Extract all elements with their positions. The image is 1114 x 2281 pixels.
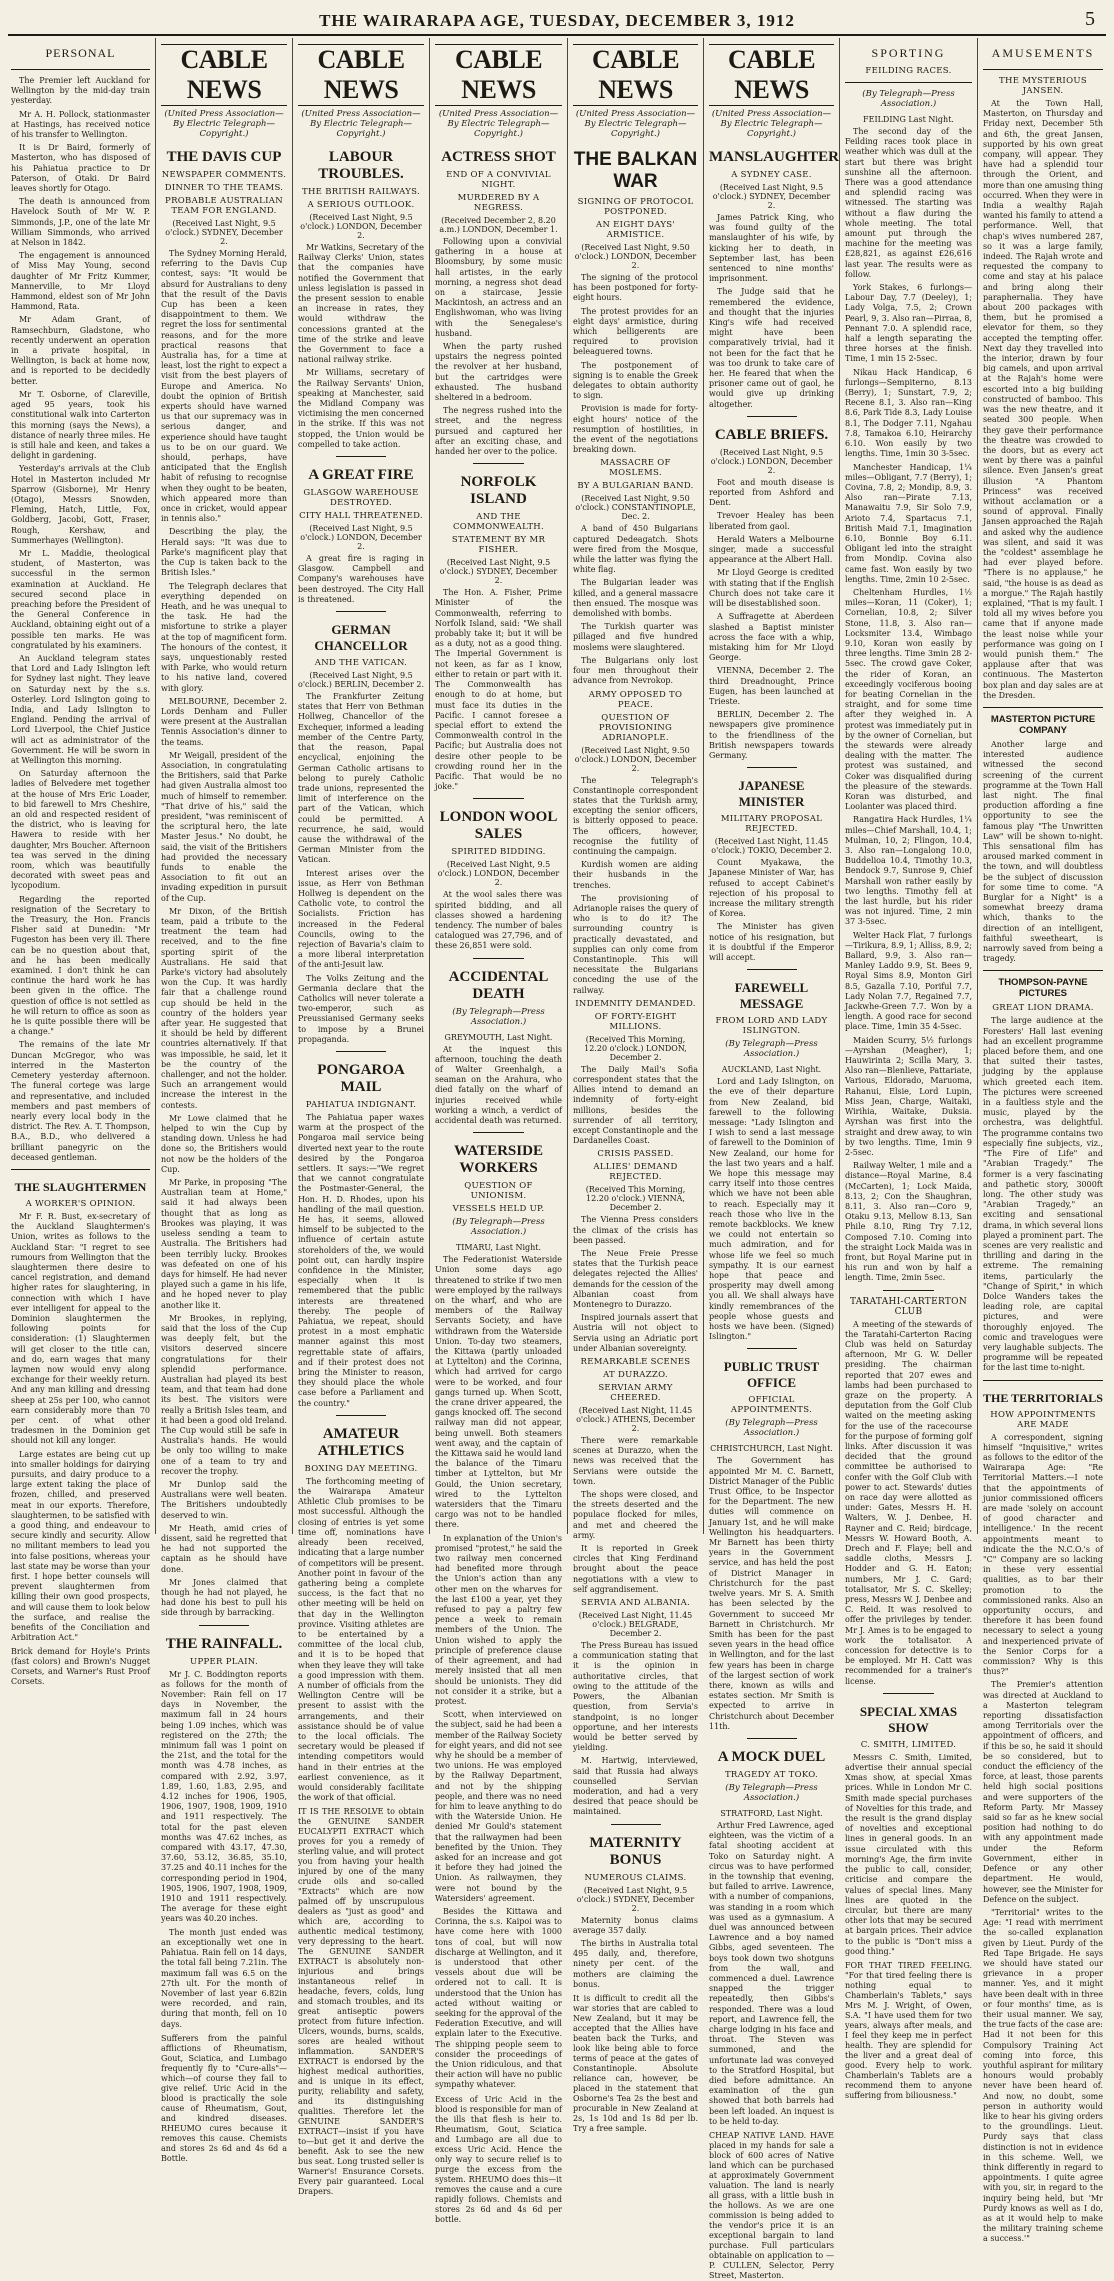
dateline: (Received Last Night, 9.5 o'clock.) BERLIN, December 2. (298, 671, 424, 690)
article-paragraph: The postponement of signing is to enable the Greek delegates to obtain authority to sign. (573, 360, 698, 401)
dateline: TIMARU, Last Night. (455, 1243, 542, 1253)
article-paragraph: "Territorial" writes to the Age: "I read with merriment the so-called explanation given by Lieut. Purdy of the Red Tape Brigade. He says we should have stated our grievance in a proper manner. Yes, and it might have been dealt with in three or four months' time, as is their usual manner. We say, the true facts of the case are: Had it not been for this Compulsory Training Act coming into force, this youthful aspirant for military honours would probably never have been heard of. And now, no doubt, some person in authority would like to hear his giving orders to the groundlings. Lieut. Purdy says that class distinction is not in evidence in this scheme. Well, we think differently in regard to appointments. I quite agree with you, sir, in regard to the inquiry being held, but 'Mr Purdy knows as well as I do, as at it would help to make the military training scheme a success.'" (983, 1907, 1103, 2244)
article-paragraph: Mr Lowe claimed that he helped to win the Cup by standing down. Unless he had done so, the Britishers would not now be the holders of the Cup. (161, 1113, 287, 1174)
article-paragraph: Maternity bonus claims average 357 daily. (573, 1915, 698, 1935)
norfolk-paragraphs (435, 588, 562, 792)
article-paragraph: BERLIN, December 2. The newspapers give prominence to the friendliness of the British newspapers towards Germany. (709, 710, 834, 760)
picture-company-paragraphs (983, 740, 1103, 964)
divider (199, 1625, 249, 1626)
subheading: DINNER TO THE TEAMS. (164, 183, 284, 193)
rainfall-paragraphs (161, 1670, 287, 2030)
article-paragraph: Maiden Scurry, 5½ furlongs—Ayrshan (Meagher), 1; Hauwirinta 2; Scilla Mary, 3. Also ran—Blenlieve, Pattariate, Various, Eldorado, Maruoma, Rahanui, Elsie, Lord Lupin, Miss Jean, Charge, Waitaki, Wirihia, Waitake, Duksia. Ayrshan was first into the straight and drew away, to win by two lengths. Time, 1min 9 2-5sec. (845, 1035, 972, 1157)
article-paragraph: The Vienna Press considers the climax of the crisis has been passed. (573, 1215, 698, 1245)
subheading: MASSACRE OF MOSLEMS. (600, 458, 671, 479)
article-paragraph: Mr Dixon, of the British team, paid a tribute to the treatment the team had received, and to the fine sporting spirit of the Australians. He said that Parke's victory had absolutely won the Cup. It was hardly fair that a challenge round cup should be held in the country of the holders year after year. He suggested that it should be held by different countries alternatively. If that was impossible, he said, let it be the country of the challenger, and not the holder. Such an arrangement would increase the interest in the contests. (161, 906, 287, 1110)
mock-duel-heading: A MOCK DUEL (717, 1748, 826, 1765)
subheading: CITY HALL THREATENED. (299, 511, 423, 522)
article-paragraph: It is reported in Greek circles that King Ferdinand brought about the peace negotiations with a view to self aggrandisement. (573, 1544, 698, 1594)
article-paragraph: Mr Watkins, Secretary of the Railway Clerks' Union, states that the companies have notified the Government that unless legislation is passed in the present session to enable an increase in rates, they would withdraw the concessions granted at the time of the strike and leave the Government to face a national railway strike. (298, 243, 424, 365)
article-paragraph: The Neue Freie Presse states that the Turkish peace delegates rejected the Allies' demands for the cession of the Albanian coast from Montenegro to Durazzo. (573, 1249, 698, 1310)
subheading: HOW APPOINTMENTS ARE MADE (990, 1409, 1096, 1430)
column-amusements (978, 38, 1108, 2244)
press-credit: (By Telegraph—Press Association.) (452, 1006, 545, 1027)
thompson-paragraphs (983, 1016, 1103, 1373)
subheading: ALLIES' DEMAND REJECTED. (593, 1162, 678, 1183)
labour-troubles-heading: LABOUR TROUBLES. (318, 149, 404, 182)
subheading: UPPER PLAIN. (190, 1656, 258, 1667)
subheading: SIGNING OF PROTOCOL POSTPONED. (577, 197, 694, 217)
article-paragraph: Interest arises over the issue, as Herr von Bethman Hollweg is dependent on the Catholic vote, to control the Socialists. Friction has increased in the Federal Councils, owing to the rejection of Bavaria's claim to a more liberal interpretation of the anti-Jesuit law. (298, 868, 424, 970)
dateline: GREYMOUTH, Last Night. (444, 1032, 553, 1042)
cable-news-header: CABLE NEWS (435, 44, 562, 106)
article-paragraph: Mr Williams, secretary of the Railway Servants' Union, speaking at Manchester, said the Midland Company was victimising the men concerned in the strike. If this was not stopped, the Union would be compelled to take action. (298, 368, 424, 449)
thompson-payne-heading: THOMPSON-PAYNE PICTURES (998, 977, 1088, 1000)
article-paragraph: Manchester Handicap, 1¼ miles—Obligant, 7.7 (Berry), 1; Covina, 7.8, 2; Mondip, 8.9, 3. Also ran—Pirate 7.13, Manawaitu 7.9, Sir Solo 7.9, Arioto 7.4, Spartacus 7.1, British Maid 7.1, Imagination 6.10, Bonnie Boy 6.11. Obligant led into the straight from Mondip. Covina also came fast. Won easily by two lengths. Time, 2min 10 2-5sec. (845, 462, 972, 584)
sporting-heading: SPORTING (871, 46, 946, 60)
masthead-rule (8, 34, 1106, 36)
picture-company-heading: MASTERTON PICTURE COMPANY (990, 713, 1096, 736)
article-paragraph: Mr J. C. Boddington reports as follows for the month of November: Rain fell on 17 days in November, the maximum fall in 24 hours being 1.09 inches, which was registered on the 27th; the minimum fall was 1 point on the 21st, and the total for the month was 4.78 inches, as compared with 2.92, 3.97, 1.89, 1.60, 1.83, 2.95, and 4.12 inches for 1906, 1905, 1906, 1907, 1908, 1909, 1910 and 1911 respectively. The total for the past eleven months was 47.62 inches, as compared with 43.17, 47.30, 37.60, 53.12, 36.85, 35.10, 37.25 and 40.11 inches for the corresponding period in 1904, 1905, 1906, 1907, 1908, 1909, 1910 and 1911 respectively. The average for these eight years was 40.20 inches. (161, 1669, 287, 1924)
press-credit: (United Press Association—By Electric Telegraph—Copyright.) (711, 109, 832, 139)
article-paragraph: Cheltenham Hurdles, 1½ miles—Koran, 11 (Coker), 1; Cornelian, 10.8, 2; Silver Stone, 11.8, 3. Also ran—Locksmiter 13.4, Wimbago 9.10, Koran won easily by three lengths. Time 3min 28 2-5sec. The crowd gave Coker, the rider of Koran, an exceedingly vociferous booing for beating Cornelian in the straight, and for some time after they weighed in. A protest was immediately put in by the owner of Cornelian, but the stewards were already dealing with the matter. The protest was sustained, and Coker was disqualified during the pleasure of the stewards. Koran was disturbed, and Loolanter was placed third. (845, 587, 972, 812)
article-paragraph: On Saturday afternoon the ladies of Belvedere met together at the house of Mrs Eric Loader, to bid farewell to Mrs Cheshire, an old and respected resident of the district, who is leaving for Hawera to reside with her daughter, Mrs Boucher. Afternoon tea was served in the dining room, which was beautifully decorated with sweet peas and lycopodium. (11, 769, 150, 891)
maternity-bonus-heading: MATERNITY BONUS (589, 1834, 682, 1868)
article-paragraph: The Federationist Waterside Union some days ago threatened to strike if two men were employed by the railways on the wharf, and who are members of the Railway Servants Society, and have withdrawn from the Waterside Union. To-day two steamers, the Kittawa (partly unloaded at Lyttelton) and the Corinna, which had arrived for cargo were to be worked, and four gangs turned up. When Scott, the crane driver appeared, the gangs knocked off. The second railway man did not appear, being unwell. Both steamers went away, and the captain of the Kittawa said he would land the balance of the Timaru timber at Lyttelton, but Mr Gould, the Union secretary, wired to the Lyttelton watersiders that the Timaru cargo was not to be handled there. (435, 1255, 562, 1530)
cable-news-header: CABLE NEWS (161, 44, 287, 106)
rainfall-heading: THE RAINFALL. (165, 1635, 283, 1652)
article-paragraph: Welter Hack Flat, 7 furlongs—Tirikura, 8.9, 1; Alliss, 8.9, 2; Ballard, 9.9, 3. Also ran—Manley Laddo 9.9, St. Bees 9, Royal Sims 8.9, Monton Girl 8.5, Gazalla 7.10, Poriful 7.7, Lady Nolan 7.7, Regained 7.7, Jackwhe-Green 7.7. Won by a length. A good race for second place. Time, 1min 35 4-5sec. (845, 930, 972, 1032)
article-paragraph: Foot and mouth disease is reported from Ashford and Dent. (709, 477, 834, 508)
corsets-advert: Brick demand for Hoyle's Prints (fast colors) and Brown's Nugget Corsets, and Warner's Rust Proof Corsets. (11, 1647, 150, 1687)
article-paragraph: Mr Brookes, in replying, said that the loss of the Cup was deeply felt, but the visitors deserved sincere congratulations for their splendid performance. Australian had played its best team, and that team had done its best. The visitors were really a British Isles team, and it had been a good old Ireland. The Cup would still be safe in Australia's hands. He would be only too willing to make one of a team to try and recover the trophy. (161, 1313, 287, 1476)
subheading: AT DURAZZO. (603, 1370, 668, 1381)
divider (983, 69, 1103, 70)
jansen-paragraphs (983, 99, 1103, 701)
article-paragraph: Mr Adam Grant, of Ramsechburn, Gladstone, who recently underwent an operation in a private hospital, in Wellington, is back at home now, and is reported to be decidedly better. (11, 315, 150, 386)
divider (473, 958, 524, 959)
dateline: FEILDING Last Night. (863, 115, 954, 124)
norfolk-island-heading: NORFOLK ISLAND (460, 474, 537, 508)
divider (336, 611, 386, 612)
divider (336, 1415, 386, 1416)
article-paragraph: Arthur Fred Lawrence, aged eighteen, was the victim of a fatal shooting accident at Toko on Saturday night. A circus was to have performed in the township that evening, but failed to arrive. Lawrence, with a number of companions, was standing in a room which was used as a gymnasium. A duel was announced between Lawrence and a boy named Gibbs, aged seventeen. The boys took down two shotguns from the wall, and commenced a duel. Lawrence snapped the trigger repeatedly, then Gibbs's responded. There was a loud report, and Lawrence fell, the charge lodging in his face and throat. The Steven was summoned, and the unfortunate lad was conveyed to the Stratford Hospital, but died before admittance. An examination of the gun showed that both barrels had been left loaded. An inquest is to be held to-day. (709, 1820, 834, 2126)
farewell-message-heading: FAREWELL MESSAGE (734, 980, 809, 1012)
article-paragraph: The negress rushed into the street, and the negress pursued and captured her after an exciting chase, and handed her over to the police. (435, 406, 562, 457)
subheading: VESSELS HELD UP. (452, 1204, 545, 1215)
article-paragraph: The shops were closed, and the streets deserted and the populace flocked for miles, and met and cheered the army. (573, 1490, 698, 1540)
personal-heading: PERSONAL (45, 46, 116, 60)
article-paragraph: The second day of the Feilding races took place in weather which was dull at the start but there was bright sunshine all the afternoon. There was a good attendance and splendid racing was witnessed. The starting was without a flaw during the whole meeting. The total amount put through the machine for the meeting was £28,821, as against £26,616 last year. The results were as follow. (845, 127, 972, 279)
article-paragraph: Mr L. Maddie, theological student, of Masterton, was successful in the sermon examination at Auckland. He secured second place in preaching before the President of the General Conference in Auckland, obtaining eight out of a possible ten marks. He was congratulated by his examiners. (11, 548, 150, 650)
sander-extract-advert: IT IS THE RESOLVE to obtain the GENUINE SANDER EUCALYPTI EXTRACT which proves for you a remedy of sterling value, and will protect you from having your health injured by one of the many crude oils and so-called "Extracts" which are now palmed off by unscrupulous dealers as "just as good" and which are, according to authentic medical testimony, very depressing to the heart. The GENUINE SANDER EXTRACT is absolutely non-injurious and brings instantaneous relief in headache, fevers, colds, lung and stomach troubles, and its great antiseptic powers protect from future infection. Ulcers, wounds, burns, scalds, sores are healed without inflammation. SANDER'S EXTRACT is endorsed by the highest medical authorities, and is unique in its effect, purity, reliability and safety, and its distinguishing qualities. Therefore let the GENUINE SANDER'S EXTRACT—insist if you have to—but get it and derive the benefit. Ask to see the new bus seat. Long trusted seller is Warner's! Ensurance Corsets. Every pair guaranteed. Local Drapers. (298, 1807, 424, 2197)
divider (473, 798, 524, 799)
dateline: (Received Last Night, 9.5 o'clock.) SYDNEY, December 2. (165, 219, 283, 246)
actress-shot-heading: ACTRESS SHOT (441, 149, 556, 165)
cable-news-header: CABLE NEWS (573, 44, 698, 106)
article-paragraph: Regarding the reported resignation of the Secretary to the Treasury, the Hon. Francis Fisher said at Dunedin: "Mr Fugeston has been very ill. There can be no question about that, and he has been medically examined. I don't think he can continue the hard work he has been given in the office. The question of office is not settled as he will return to office as soon as he is quite possible there will be a change." (11, 894, 150, 1037)
dateline: (Received Last Night, 11.45 o'clock.) TOKIO, December 2. (711, 837, 832, 856)
dateline: CHRISTCHURCH, Last Night. (710, 1444, 833, 1454)
article-paragraph: At the wool sales there was spirited bidding, and all classes showed a hardening tendency. The number of bales catalogued was 27,796, and of these 26,851 were sold. (435, 890, 562, 951)
subheading: SPIRITED BIDDING. (451, 847, 546, 858)
servia-paragraphs (573, 1641, 698, 1817)
cable-news-header: CABLE NEWS (709, 44, 834, 106)
subheading: A SYDNEY CASE. (731, 170, 812, 180)
crisis-paragraphs (573, 1215, 698, 1354)
article-paragraph: Yesterday's arrivals at the Club Hotel in Masterton included Mr Sparrow (Gisborne), Mr Henry (Otago), Messrs Snowden, Fleming, Hatch, Little, Fox, Goldberg, Jacobi, Gott, Fraser, Rough, Kershaw, and Summerhayes (Wellington). (11, 464, 150, 545)
dateline: (Received Last Night, 9.50 o'clock.) LONDON, December 2. (574, 745, 697, 773)
chancellor-paragraphs (298, 692, 424, 1045)
press-credit: (United Press Association—By Electric Telegraph—Copyright.) (575, 109, 696, 139)
subheading: A SERIOUS OUTLOOK. (307, 200, 415, 210)
indemnity-paragraphs (573, 1065, 698, 1147)
waterside-workers-heading: WATERSIDE WORKERS (454, 1143, 543, 1177)
trust-paragraphs (709, 1456, 834, 1731)
masthead-title: THE WAIRARAPA AGE, TUESDAY, DECEMBER 3, 1912 (319, 11, 795, 30)
subheading: BY A BULGARIAN BAND. (577, 481, 694, 492)
article-paragraph: Mr T. Osborne, of Clareville, aged 95 years, took his constitutional walk into Carterton this morning (says the News), a distance of nearly three miles. He is still hale and keen, and takes a delight in gardening. (11, 389, 150, 461)
article-paragraph: At the Town Hall, Masterton, on Thursday and Friday next, December 5th and 6th, the great Jansen, supported by his own great company, will appear. They have had a splendid tour through the Orient, and more than one amusing thing occurred. When they were in India a wealthy Rajah wanted his family to attend a performance. Well, that chap's wives numbered 287, so it was a large family, indeed. The Rajah wrote and requested the company to come and stay at his palace and bring along their paraphernalia. They have about 200 packages with them, but he promised a elevator for them, so they accepted the tempting offer. Next day they travelled into the interior, drawn by four big camels, and upon arrival at the Rajah's home were escorted into a big building constructed of bamboo. This was the new theatre, and it seated 300 people. When they gave their performance the theatre was crowded to the doors, but as every act went by there was a painful silence. Even Jansen's great illusion "A Phantom Princess" was received without acclamation or a sound of approval. Finally Jansen approached the Rajah and asked why the audience was silent, and said it was the "coldest" assemblage he had ever played before. "There is no applause," he said, "the house is as dead as a morgue." The Rajah hastily explained, "That is my fault. I told all my wives before you came that if anyone made the least noise while your performance was going on I would punish them." The applause after that was continuous. The Masterton box plan and day sales are at the Dresden. (983, 99, 1103, 700)
article-paragraph: Besides the Kittawa and Corinna, the s.s. Kaipoi was to have come here with 1000 tons of coal, but will now discharge at Wellington, and it is understood that other vessels about due will be ordered not to call. It is understood that the Union has acted without waiting or seeking for the approval of the Federation Executive, and will explain later to the Executive. The shipping people seem to consider the proceedings of the Union ridiculous, and that their action will have no public sympathy whatever. (435, 1906, 562, 2090)
press-credit: (United Press Association—By Electric Telegraph—Copyright.) (438, 109, 559, 139)
article-paragraph: The engagement is announced of Miss May Young, second daughter of Mr Fritz Kummer, Mannerville, to Mr Lloyd Hammond, eldest son of Mr John Hammond, Rata. (11, 251, 150, 312)
divider (747, 767, 797, 768)
subheading: ARMY OPPOSED TO PEACE. (588, 689, 683, 710)
divider (883, 1693, 934, 1694)
article-paragraph: An Auckland telegram states that Lord and Lady Islington left for Sydney last night. They leave on Saturday next by the s.s. Osterley. Lord Islington going to India, and Lady Islington to England. Pending the arrival of Lord Liverpool, the Chief Justice will act as administrator of the Government. He will be sworn in at Wellington this morning. (11, 653, 150, 765)
article-paragraph: Mr Jones claimed that though he had not played, he had done his best to pull his side through by barracking. (161, 1577, 287, 1618)
article-paragraph: The death is announced from Havelock South of Mr W. P. Simmonds, J.P., one of the late Mr William Simmonds, who arrived at Nelson in 1842. (11, 197, 150, 248)
duel-paragraphs (709, 1821, 834, 2127)
press-credit: (United Press Association— By Electric Telegraph—Copyright.) (164, 109, 284, 139)
balkan-war-heading: THE BALKAN WAR (573, 149, 698, 192)
subheading: GLASGOW WAREHOUSE DESTROYED. (303, 488, 419, 509)
article-paragraph: Inspired journals assert that Austria will not object to Servia using an Adriatic port under Albanian sovereignty. (573, 1313, 698, 1353)
personal-paragraphs (11, 76, 150, 1163)
article-paragraph: Messrs C. Smith, Limited, advertise their annual special Xmas show, at special Xmas prices. While in London Mr C. Smith made special purchases of Novelties for this trade, and the result is the grand display of novelties and exceptional lines in general goods. In an issue circulated with this morning's Age, the firm invite the public to call, consider, criticise and compare the values of special lines. Many lines are quoted in the circular, but there are many other lots that may be secured at bargain prices. Their advice to the public is "Don't miss a good thing." (845, 1752, 972, 1956)
subheading: CRISIS PASSED. (597, 1149, 674, 1160)
subheading: MILITARY PROPOSAL REJECTED. (720, 814, 823, 835)
divider (845, 82, 972, 83)
balkan-paragraphs (573, 273, 698, 455)
waterside-paragraphs (435, 1255, 562, 2090)
article-paragraph: The month just ended was an exceptionally wet one in Pahiatua. Rain fell on 14 days, the total fall being 7.21in. The maximum fall was 6.5 on the 27th ult. For the month of November of last year 6.82in were recorded, and rain, during that month, fell on 10 days. (161, 1927, 287, 2029)
subheading: OFFICIAL APPOINTMENTS. (730, 1395, 813, 1416)
subheading: FEILDING RACES. (865, 66, 952, 76)
article-paragraph: The Government has appointed Mr M. C. Barnett, District Manager of the Public Trust Office, to be Inspector for the Department. The new duties will commence on January 1st, and he will make Wellington his headquarters. Mr Barnett has been thirty years in the Government service, and has held the post of District Manager in Christchurch for the past twelve years. Mr S. A. Smith has been selected by the Government to succeed Mr Barnett in Christchurch. Mr Smith has been for the past seven years in the head office in Wellington, and for the last few years has been in charge of the largest section of work there, known as wills and estates section. Mr Smith is expected to arrive in Christchurch about December 11th. (709, 1456, 834, 1731)
japan-paragraphs (709, 858, 834, 963)
racing-paragraphs (845, 127, 972, 1284)
cable-news-header: CABLE NEWS (298, 44, 424, 106)
article-paragraph: The Premier's attention was directed at Auckland to a Masterton telegram reporting dissatisfaction among Territorials over the appointment of officers, and if this be so, he said it should be so considered, but to conduct the efficiency of the force, at least, those parents held high social positions and were supporters of the Reform Party. Mr Massey said so far as he knew social position had nothing to do with any appointment made under the Reform Government, either in Defence or any other department. He would, however, see the Minister for Defence on the subject. (983, 1680, 1103, 1904)
article-paragraph: Mr Weigall, president of the Association, in congratulating the Britishers, said that Parke had given Australia almost too much of himself to remember. "That drive of his," said the president, "was reminiscent of the scriptural hero, the late Master Jesus." No doubt, he said, the visit of the Britishers had provided the necessary funds to enable the Association to fit out an invading expedition in pursuit of the Cup. (161, 750, 287, 903)
article-paragraph: The Frankfurter Zeitung states that Herr von Bethman Hollweg, Chancellor of the Exchequer, informed a leading member of the Centre Party, that the reason, Papal encyclical, enjoining the German Catholic artisans to belong to purely Catholic trade unions, represented the limit of interference on the part of the Vatican, which could be permitted. A recurrence, he said, would cause the withdrawal of the German Minister from the Vatican. (298, 692, 424, 865)
slaughtermen-paragraphs (11, 1212, 150, 1644)
article-paragraph: Count Myakawa, the Japanese Minister of War, has refused to accept Cabinet's rejection of his proposal to increase the military strength of Korea. (709, 858, 834, 919)
article-paragraph: Mr Heath, amid cries of dissent, said he regretted that he had not supported the captain as he should have done. (161, 1523, 287, 1574)
column-manslaughter (704, 38, 840, 2281)
rheumo-advert: Sufferers from the painful afflictions of Rheumatism, Gout, Sciatica, and Lumbago frequently fly to "Cure-alls"—which—of course they fail to give relief. Uric Acid in the blood is practically the sole cause of Rheumatism, Gout, and kindred diseases. RHEUMO cures because it removes this cause. Chemists and stores 2s 6d and 4s 6d a Bottle. (161, 2033, 287, 2163)
column-actress (430, 38, 568, 2224)
actress-paragraphs (435, 237, 562, 457)
article-paragraph: The Bulgarian leader was killed, and a general massacre then ensued. The mosque was demolished with bombs. (573, 578, 698, 619)
divider (747, 969, 797, 970)
divider (747, 1348, 797, 1349)
article-paragraph: The Bulgarians only lost four men throughout their advance from Nevrokop. (573, 655, 698, 686)
article-paragraph: Large estates are being cut up into smaller holdings for dairying pursuits, and dairy produce to a large extent taking the place of frozen, chilled, and preserved meat in our exports. Therefore, slaughtermen, to be satisfied with a good thing, and endeavour to secure kindly and security. Allow no militant members to lead you into false positions, whereas your last state may be worse than your first. I hope better counsels will prevent slaughtermen from killing their own good prospects, and will cause them to look below the surface, and realise the benefits of the Conciliation and Arbitration Act." (11, 1449, 150, 1643)
article-paragraph: Kurdish women are aiding their husbands in the trenches. (573, 860, 698, 890)
pongaroa-paragraphs (298, 1113, 424, 1409)
divider (11, 69, 150, 70)
article-paragraph: The Turkish quarter was pillaged and five hundred moslems were slaughtered. (573, 622, 698, 652)
japanese-minister-heading: JAPANESE MINISTER (738, 778, 805, 810)
subheading: AND THE COMMONWEALTH. (453, 512, 544, 533)
article-paragraph: Mr Lloyd George is credited with stating that if the English Church does not take care it will be disestablished soon. (709, 568, 834, 609)
article-paragraph: MELBOURNE, December 2. Lords Denham and Fuller were present at the Australian Tennis Association's dinner to the teams. (161, 696, 287, 747)
article-paragraph: The remains of the late Mr Duncan McGregor, who was interred in the Masterton Cemetery yesterday afternoon. The funeral cortege was large and representative, and included members and past members of nearly every local body in the district. The Rev. A. T. Thompson, B.A., B.D., who delivered a brilliant panegyric on the deceased gentleman. (11, 1040, 150, 1162)
article-paragraph: The large audience at the Foresters' Hall last evening had an excellent programme placed before them, and one that suited their tastes, judging by the applause which greeted each item. The pictures were screened in a faultless style and the music, played by the orchestra, was delightful. The programme contains two especially fine subjects, viz., "The Fire of Life" and "Arabian Tragedy." The former is a very fascinating and pathetic story, 3000ft long. The other study was "Arabian Tragedy," an exciting and sensational drama, in which several lions played a prominent part. The scenes are very realistic and thrilling and daring in the extreme. The remaining items, particularly the "Change of Spirit," in which Dolce Wanders takes the leading role, are capital pictures, and were thoroughly enjoyed. The comic and travelogues were very laughable subjects. The programme will be repeated for the last time to-night. (983, 1016, 1103, 1373)
subheading: MURDERED BY A NEGRESS. (457, 193, 540, 213)
slaughtermen-heading: THE SLAUGHTERMEN (14, 1179, 147, 1194)
article-paragraph: M. Hartwig, interviewed, said that Russia had always counselled Servian moderation, and had a very desired that peace should be maintained. (573, 1756, 698, 1817)
article-paragraph: Scott, when interviewed on the subject, said he had been a member of the Railway Society for eight years, and did not see why he should be a member of two unions. He was employed by the Railway Department, and not by the shipping people, and there was no need for him to leave anything to do with the Waterside Union. He denied Mr Gould's statement that the railwaymen had been benefited by the Union. They asked for an increase and got it before they had joined the Union. As railwaymen, they were not bound by the Watersiders' agreement. (435, 1710, 562, 1903)
slaughtermen-subheading: A WORKER'S OPINION. (25, 1198, 136, 1209)
article-paragraph: Trevoer Healey has been liberated from gaol. (709, 511, 834, 531)
divider (983, 970, 1103, 971)
article-paragraph: Another large and interested audience witnessed the second screening of the current programme at the Town Hall last night. The final production affording a fine opportunity to see the famous play "The Unwritten Law" will be shown to-night. This sensational film has aroused marked comment in the town, and will doubtless be the subject of discussion for some time to come. "A Burglar for a Night" is a somewhat breezy drama which, thanks to the direction of an intelligent, faithful sweetheart, is narrowly saved from being a tragedy. (983, 739, 1103, 964)
territorials-paragraphs (983, 1433, 1103, 2245)
pongaroa-mail-heading: PONGAROA MAIL (317, 1061, 405, 1095)
subheading: OF FORTY-EIGHT MILLIONS. (594, 1011, 677, 1032)
dateline: (Received Last Night, 11.45 o'clock.) BELGRADE, December 2. (578, 1611, 693, 1639)
masthead (0, 8, 1114, 34)
amusements-heading: AMUSEMENTS (991, 46, 1095, 60)
briefs-paragraphs (709, 478, 834, 761)
great-fire-heading: A GREAT FIRE (308, 467, 414, 484)
labour-paragraphs (298, 243, 424, 450)
article-paragraph: Mr Dunlop said the Australians were well beaten. The Britishers undoubtedly deserved to win. (161, 1479, 287, 1520)
taratahi-paragraphs (845, 1320, 972, 1687)
newspaper-columns (6, 38, 1108, 2281)
article-paragraph: Lord and Lady Islington, on the eve of their departure from New Zealand, bid farewell to the following message: "Lady Islington and I wish to send a last message of farewell to the Dominion of New Zealand, our home for the last two years and a half. We hope this message may carry itself into those centres which we have not been able to reach. Especially may it reach those who live in the remote backblocks. We knew we could not entertain so much admiration, and for whose life we feel so much sympathy. It is our earnest hope that peace and prosperity may dwell among you all. We shall always have kindly remembrances of the people whose guests and hosts we have been. (Signed) Islington." (709, 1077, 834, 1342)
farewell-paragraphs (709, 1077, 834, 1342)
article-paragraph: The births in Australia total 495 daily, and, therefore, ninety per cent. of the mothers are claiming the bonus. (573, 1938, 698, 1989)
subheading: SERVIA AND ALBANIA. (580, 1598, 691, 1609)
subheading: INDEMNITY DEMANDED. (575, 998, 696, 1009)
subheading: TRAGEDY AT TOKO. (724, 1769, 819, 1780)
subheading: QUESTION OF PROVISIONING ADRIANOPLE. (598, 712, 673, 743)
dateline: (Received Last Night, 9.5 o'clock.) SYDNEY, December 2. (439, 558, 558, 586)
german-chancellor-heading: GERMAN CHANCELLOR (314, 622, 408, 654)
article-paragraph: Mr F. R. Bust, ex-secretary of the Auckland Slaughtermen's Union, writes as follows to the Auckland Star: "I regret to see rumours from Wellington that the slaughtermen there desire to cancel registration, and demand higher rates for slaughtering, in connection with which I have ever intelligent for appeal to the Dominion slaughtermen the following points for consideration: (1) Slaughtermen will get closer to the title can, and do, earn wages that many laymen now would envy along exchange for their weekly return. And any man killing and dressing sheep at 25s per 100, who cannot earn considerably more than 70 per cent. of what other tradesmen in the Dominion get should not kill any longer. (11, 1211, 150, 1446)
subheading: GREAT LION DRAMA. (992, 1003, 1094, 1014)
article-paragraph: The Telegraph declares that everything depended on Heath, and he was unequal to the task. He had the misfortune to strike a player at the top of magnificent form. The honours of the contest, it says, unquestionably rested with Parke, who would return to his native land, covered with glory. (161, 581, 287, 693)
article-paragraph: The Hon. A. Fisher, Prime Minister of the Commonwealth, referring to Norfolk Island, said: "We shall probably take it; but it will be as a duty, not as a good thing. The Imperial Government is not keen, as far as I know, either to retain or part with it. The Commonwealth has enough to do at home, but must face its duties in the Pacific. I cannot foresee a special effort to extend the Commonwealth control in the Pacific; but Australia does not desire other people to be crowding round her in the Pacific. That would be no joke." (435, 588, 562, 792)
article-paragraph: In explanation of the Union's promised "protest," he said the two railway men concerned had benefited more through the Union's action than any other men on the wharves for the last £100 a year, yet they refused to pay a paltry few pence a week to remain members of the Union. The Union wished to apply the principle of preference clause of their agreement, and had merely insisted that all men should be unionists. They did not consider it a strike, but a protest. (435, 1533, 562, 1706)
subheading: NEWSPAPER COMMENTS. (161, 170, 287, 180)
davis-cup-paragraphs (161, 249, 287, 1619)
manslaughter-heading: MANSLAUGHTER (709, 149, 840, 165)
subheading: PROBABLE AUSTRALIAN TEAM FOR ENGLAND. (165, 196, 283, 216)
column-personal (6, 38, 156, 1687)
divider (883, 1290, 934, 1291)
divider (747, 416, 797, 417)
subheading: THE BRITISH RAILWAYS. (302, 187, 420, 197)
article-paragraph: The Minister has given notice of his resignation, but it is doubtful if the Emperor will accept. (709, 922, 834, 962)
press-credit: (United Press Association—By Electric Telegraph—Copyright.) (301, 109, 421, 139)
article-paragraph: York Stakes, 6 furlongs—Labour Day, 7.7 (Deeley), 1; Lady Volga, 7.5, 2; Crown Pearl, 9, 3. Also ran—Pirraa, 8, Pennant 7.0. A splendid race, half a length separating the three horses at the finish. Time, 1 min 15 2-5sec. (845, 283, 972, 364)
article-paragraph: A great fire is raging in Glasgow. Campbell and Company's warehouses have been destroyed. The City Hall is threatened. (298, 554, 424, 604)
subheading: QUESTION OF UNIONISM. (464, 1181, 533, 1202)
dateline: (Received Last Night, 9.5 o'clock.) LONDON, December 2. (710, 447, 833, 475)
article-paragraph: A correspondent, signing himself "Inquisitive," writes as follows to the editor of the Wairarapa Age: "Re Territorial Matters.—I note that the appointments of junior commissioned officers are made 'solely on account of good character and intelligence.' In the recent appointments meant to indicate the the N.C.O.'s of "C" Company are so lacking in these very essential qualities, as to bar their promotion to the commissioned ranks. Also an opportunity occurs, and therefore it has been found necessary to select a young and inexperienced private of the Senior Corps for a commission? Why is this thus?" (983, 1432, 1103, 1677)
article-paragraph: The Premier left Auckland for Wellington by the mid-day train yesterday. (11, 76, 150, 106)
subheading: END OF A CONVIVIAL NIGHT. (446, 170, 551, 190)
dateline: (Received December 2, 8.20 a.m.) LONDON, December 1. (439, 216, 558, 234)
dateline: STRATFORD, Last Night. (720, 1808, 823, 1818)
article-paragraph: Nikau Hack Handicap, 6 furlongs—Sempiterno, 8.13 (Berry), 1; Sunstart, 7.9, 2; Recene 8.1, 3. Also ran—King 8.6, Park Tide 8.3, Lady Louise 8.1, The Dodger 7.11, Ngahau 7.8, Tamakoa 6.10, Heirarchy 6.10. Won easily by two lengths. Time, 1min 30 3-5sec. (845, 367, 972, 459)
article-paragraph: The Sydney Morning Herald, referring to the Davis Cup contest, says: "It would be absurd for Australians to deny that the result of the Davis Cup has been a keen disappointment to them. We regret the loss for sentimental reasons, and for the more practical reasons that Australia has, for a time at least, lost the right to expect a visit from the best players of Europe and America. No doubt the opinion of British experts should have warned us that our supremacy was in serious danger, and experience should have taught us to be on our guard. We should, perhaps, have anticipated that the English habit of refusing to recognise when they ought to be beaten, which appeared more than once in cricket, would appear in tennis also." (161, 249, 287, 524)
subheading: AND THE VATICAN. (314, 658, 408, 669)
article-paragraph: The signing of the protocol has been postponed for forty-eight hours. (573, 273, 698, 303)
fire-paragraphs (298, 554, 424, 605)
article-paragraph: The Pahiatua paper waxes warm at the prospect of the Pongaroa mail service being diverted next year to the route desired by the Pongaroa settlers. It says:—"We regret that we cannot congratulate the Postmaster-General, the Hon. H. D. Rhodes, upon his handling of the mail question. He has, it seems, allowed himself to be subjected to the influence of certain astute storeholders of the, we would point out, can hardly inspire confidence in the Minister, especially when it is remembered that the public interests are threatened thereby. The people of Pahiatua, we repeat, should protest in a most emphatic manner against this most regrettable state of affairs, and if their protest does not bring the Minister to reason, they should place the whole case before a Parliament and the country." (298, 1112, 424, 1408)
subheading: REMARKABLE SCENES (580, 1357, 691, 1368)
divider (983, 1380, 1103, 1381)
dateline: (Received Last Night, 9.5 o'clock.) SYDNEY, December 2. (712, 183, 831, 210)
article-paragraph: Following upon a convivial gathering in a house at Bloomsbury, by some music hall artistes, in the early morning, a negress shot dead on a staircase, Jessie Mackintosh, an actress and an Englishwoman, who was living with the Senegalese's husband. (435, 237, 562, 338)
tired-feeling-advert: FOR THAT TIRED FEELING. "For that tired feeling there is nothing equal to Chamberlain's Tablets," says Mrs M. J. Wright, of Owen, S.A. "I have used them for two years, always after meals, and I feel they keep me in perfect health. They are splendid for the liver and a great deal of good. Every help to work. Chamberlain's Tablets are a recommend them to anyone suffering from biliousness." (845, 1960, 972, 2100)
dateline: (Received Last Night, 9.50 o'clock.) CONSTANTINOPLE, Dec. 2. (575, 494, 696, 522)
article-paragraph: When the party rushed upstairs the negress pointed the revolver at her husband, but the cartridges were exhausted. The husband sheltered in a bedroom. (435, 342, 562, 403)
divider (473, 463, 524, 464)
subheading: SERVIAN ARMY CHEERED. (598, 1383, 673, 1404)
wool-sales-heading: LONDON WOOL SALES (439, 809, 558, 843)
maternity-paragraphs (573, 1916, 698, 1990)
divider (473, 1132, 524, 1133)
article-paragraph: The Press Bureau has issued a communication stating that it is the opinion in authoritative circles, that owing to the attitude of the Powers, the Albanian question, from Servia's standpoint, is no longer opportune, and her interests would be better served by yielding. (573, 1641, 698, 1753)
native-land-advert: CHEAP NATIVE LAND. HAVE placed in my hands for sale a block of 600 acres of Native land which can be purchased at approximately Government valuation. The land is nearly all grass, with a little bush in the hollows. As we are one commission is being added to the vendor's price it is an exceptional bargain to land purchase. Full particulars obtainable on application to — P. CULLEN, Selector, Perry Street, Masterton. (709, 2131, 834, 2281)
article-paragraph: A band of 450 Bulgarians captured Dedeagatch. Shots were fired from the Mosque, while the latter was flying the white flag. (573, 524, 698, 575)
davis-cup-heading: THE DAVIS CUP (166, 149, 282, 165)
press-credit: (By Telegraph—Press Association.) (725, 1418, 818, 1439)
subheading: AN EIGHT DAYS' ARMISTICE. (596, 220, 675, 240)
article-paragraph: The provisioning of Adrianople raises the query of who is to do it? The surrounding country is practically devastated, and supplies can only come from Constantinople. This will necessitate the Bulgarians conceding the use of the railway. (573, 893, 698, 995)
cable-briefs-heading: CABLE BRIEFS. (714, 426, 829, 443)
territorials-heading: THE TERRITORIALS (983, 1390, 1103, 1405)
article-paragraph: The Judge said that he remembered the evidence, and thought that the injuries King's wife had received might have been comparatively trivial, had it not been for the fact that he was too drunk to take care of her. He feared that when the prisoner came out of gaol, he would give up drinking altogether. (709, 287, 834, 409)
accident-paragraphs (435, 1045, 562, 1127)
dateline: (Received Last Night, 9.50 o'clock.) LONDON, December 2. (574, 243, 697, 270)
page-number: 5 (1085, 8, 1096, 30)
article-paragraph: Mr A. H. Pollock, stationmaster at Hastings, has received notice of his transfer to Wellington. (11, 109, 150, 140)
article-paragraph: VIENNA, December 2. The third Dreadnought, Prince Eugen, has been launched at Trieste. (709, 666, 834, 706)
wool-paragraphs (435, 890, 562, 951)
divider (11, 1169, 150, 1170)
subheading: THE MYSTERIOUS JANSEN. (999, 76, 1087, 96)
article-paragraph: It is Dr Baird, formerly of Masterton, who has disposed of his Pahiatua practice to Dr Paterson, of Otaki. Dr Baird leaves shortly for Otago. (11, 143, 150, 194)
article-paragraph: The Daily Mail's Sofia correspondent states that the Allies intend to demand an indemnity of forty-eight millions, besides the surrender of all territory, except Constantinople and the Dardanelles Coast. (573, 1064, 698, 1146)
divider (336, 1051, 386, 1052)
dateline: (Received Last Night, 9.5 o'clock.) LONDON, December 2. (300, 213, 422, 240)
divider (336, 456, 386, 457)
press-credit: (By Telegraph—Press Association.) (452, 1217, 545, 1238)
press-credit: (By Telegraph—Press Association.) (862, 89, 955, 109)
press-credit: (By Telegraph—Press Association.) (725, 1782, 818, 1803)
manslaughter-paragraphs (709, 213, 834, 410)
athletics-paragraphs (298, 1477, 424, 1804)
article-paragraph: A Suffragette at Aberdeen slashed a Baptist minister across the face with a whip, mistaking him for Mr Lloyd George. (709, 612, 834, 663)
column-sporting (840, 38, 978, 2100)
dateline: (Received Last Night, 9.5 o'clock.) SYDNEY, December 2. (576, 1885, 695, 1913)
article-paragraph: The Telegraph's Constantinople correspondent states that the Turkish army, excepting the senior officers, is bitterly opposed to peace. The officers, however, recognise the futility of continuing the campaign. (573, 775, 698, 856)
dateline: (Received This Morning, 12.20 o'clock.) VIENNA, December 2. (585, 1185, 686, 1213)
column-balkan (568, 38, 704, 2133)
dateline: (Received This Morning, 12.20 o'clock.) LONDON, December 2. (584, 1034, 687, 1062)
article-paragraph: Herald Waters a Melbourne singer, made a successful appearance at the Albert Hall. (709, 534, 834, 565)
column-labour (293, 38, 430, 2197)
article-paragraph: Railway Welter, 1 mile and a distance—Royal Marine, 8.4 (McCarten), 1; Lock Maida, 8.13, 2; Con the Shaughran, 8.11, 3. Also ran—Coro 9, Otaku 9.13, Mellow 8.13, San Phile 8.10, Ring Try 7.12, Composed 7.10. Coming into the straight Lock Maida was in front, but Royal Marine put in his run and won by half a length. Time, 2min 5sec. (845, 1161, 972, 1283)
article-paragraph: Provision is made for forty-eight hours' notice of the resumption of hostilities, in the event of the negotiations breaking down. (573, 404, 698, 455)
durazzo-paragraphs (573, 1436, 698, 1595)
athletics-heading: AMATEUR ATHLETICS (317, 1425, 405, 1459)
article-paragraph: There were remarkable scenes at Durazzo, when the news was received that the Servians were outside the town. (573, 1436, 698, 1486)
army-paragraphs (573, 776, 698, 996)
dateline: (Received Last Night, 9.5 o'clock.) LONDON, December 2. (437, 860, 560, 888)
press-credit: (By Telegraph—Press Association.) (725, 1039, 818, 1060)
article-paragraph: The forthcoming meeting of the Wairarapa Amateur Athletic Club promises to be most successful. Although the closing of entries is yet some time off, nominations have already been received, indicating that a large number of competitors will be present. Another point in favour of the gathering being a complete success, is the fact that no other meeting will be held on that day in the Wellington province. Visiting athletes are to be entertained by a committee of the local club, and it is to be hoped that when they leave they will take a good impression with them. A number of officials from the Wellington Centre will be present to assist with the arrangements, and their assistance should be of value to the local officials. The secretary would be pleased if intending competitors would hand in their entries at the earliest convenience, as it would considerably facilitate the work of that official. (298, 1476, 424, 1803)
tea-advert: It is difficult to credit all the war stories that are cabled to New Zealand, but it may be accepted that the Allies have beaten back the Turks, and look like being able to force terms of peace at the gates of Constantinople. Absolute reliance can, however, be placed in the statement that Osborne's Tea 2s the best and procurable in New Zealand at 2s, 1s 10d and 1s 8d per lb. Try a free sample. (573, 1993, 698, 2133)
divider (983, 707, 1103, 708)
public-trust-heading: PUBLIC TRUST OFFICE (723, 1359, 820, 1391)
subheading: BOXING DAY MEETING. (304, 1463, 418, 1474)
article-paragraph: The Volks Zeitung and the Germania declare that the Catholics will never tolerate a two-emperor, such as Preussianised Germany seeks to impose by a Brunei propaganda. (298, 973, 424, 1044)
divider (747, 1738, 797, 1739)
column-davis-cup (156, 38, 293, 2163)
subheading: C. SMITH, LIMITED. (860, 1739, 957, 1750)
accidental-death-heading: ACCIDENTAL DEATH (448, 968, 549, 1002)
article-paragraph: A meeting of the stewards of the Taratahi-Carterton Racing Club was held on Saturday afternoon, Mr G. W. Deller presiding. The chairman reported that 207 ewes and lambs had been purchased to graze on the property. A deputation from the Golf Club waited on the meeting asking for the use of the racecourse for the purpose of forming golf links. After discussion it was decided that the ground committee be authorised to confer with the Golf Club with power to act. Stewards' duties on race day were allotted as under: Gates, Messrs H. H. Walters, W. J. Denbee, H. Rayner and C. Reid; birdcage, Messrs W. Howard Booth, A. Drech and F. Flaye; bell and saddle cloths, Messrs J. Hodder and G. H. Eaton; numbers, Mr J. C. Gard; totalisator, Mr S. C. Skelley; press, Messrs W. J. Denbee and C. Reid. It was resolved to offer the privileges by tender. Mr J. Ames is to be engaged to work the totalisator. A concession for detective is to be employed. Mr H. Catt was recommended for a trainer's license. (845, 1319, 972, 1686)
article-paragraph: James Patrick King, who was found guilty of the manslaughter of his wife, by kicking her to death, in September last, has been sentenced to nine months' imprisonment. (709, 213, 834, 284)
dateline: AUCKLAND, Last Night. (721, 1065, 822, 1075)
taratahi-heading: TARATAHI-CARTERTON CLUB (849, 1296, 968, 1317)
subheading: STATEMENT BY MR FISHER. (451, 535, 546, 556)
article-paragraph: At the inquest this afternoon, touching the death of Walter Greenhalgh, a seaman on the Arahura, who died fatally on the wharf of injuries received while working a winch, a verdict of accidental death was returned. (435, 1044, 562, 1125)
massacre-paragraphs (573, 524, 698, 686)
xmas-paragraphs (845, 1753, 972, 1957)
dateline: (Received Last Night, 11.45 o'clock.) ATHENS, December 2. (576, 1406, 695, 1434)
subheading: FROM LORD AND LADY ISLINGTON. (715, 1016, 828, 1037)
article-paragraph: Rangatira Hack Hurdles, 1¼ miles—Chief Marshall, 10.4, 1; Mulman, 10, 2; Flingon, 10.4, 3. Also ran—Longalong 10.0, Buddelioa 10.4, Timothy 10.3, Bendock 9.7, Sunrose 9, Chief Marshall won rather easily by two lengths. Timothy fell at the last hurdle, but his rider was not injured. Time, 2 min 37 3-5sec. (845, 815, 972, 927)
article-paragraph: Describing the play, the Herald says: "It was due to Parke's magnificent play that the Cup is taken back to the British Isles." (161, 527, 287, 578)
xmas-show-heading: SPECIAL XMAS SHOW (859, 1703, 958, 1735)
article-paragraph: The protest provides for an eight days' armistice, during which belligerents are required to provision beleaguered towns. (573, 306, 698, 357)
article-paragraph: Mr Parke, in proposing "The Australian team at Home," said it had always been thought that as long as Brookes was playing, it was useless sending a team to Australia. The Britishers had been terribly lucky. Brookes was defeated on one of his days for himself. He had never played such a game in his life, and he hoped never to play another like it. (161, 1178, 287, 1310)
subheading: NUMEROUS CLAIMS. (584, 1872, 687, 1883)
uric-acid-advert: Excess of Uric Acid in the blood is responsible for man of the ills that flesh is heir to. Rheumatism, Gout, Sciatica and Lumbago are all due to excess Uric Acid. Hence the only way to secure relief is to purge the excess from the system. RHEUMO does this—it removes the cause and a cure rapidly follows. Chemists and stores 2s 6d and 4s 6d per bottle. (435, 2094, 562, 2224)
subheading: PAHIATUA INDIGNANT. (305, 1099, 417, 1110)
dateline: (Received Last Night, 9.5 o'clock.) LONDON, December 2. (300, 524, 422, 552)
divider (611, 1824, 661, 1825)
